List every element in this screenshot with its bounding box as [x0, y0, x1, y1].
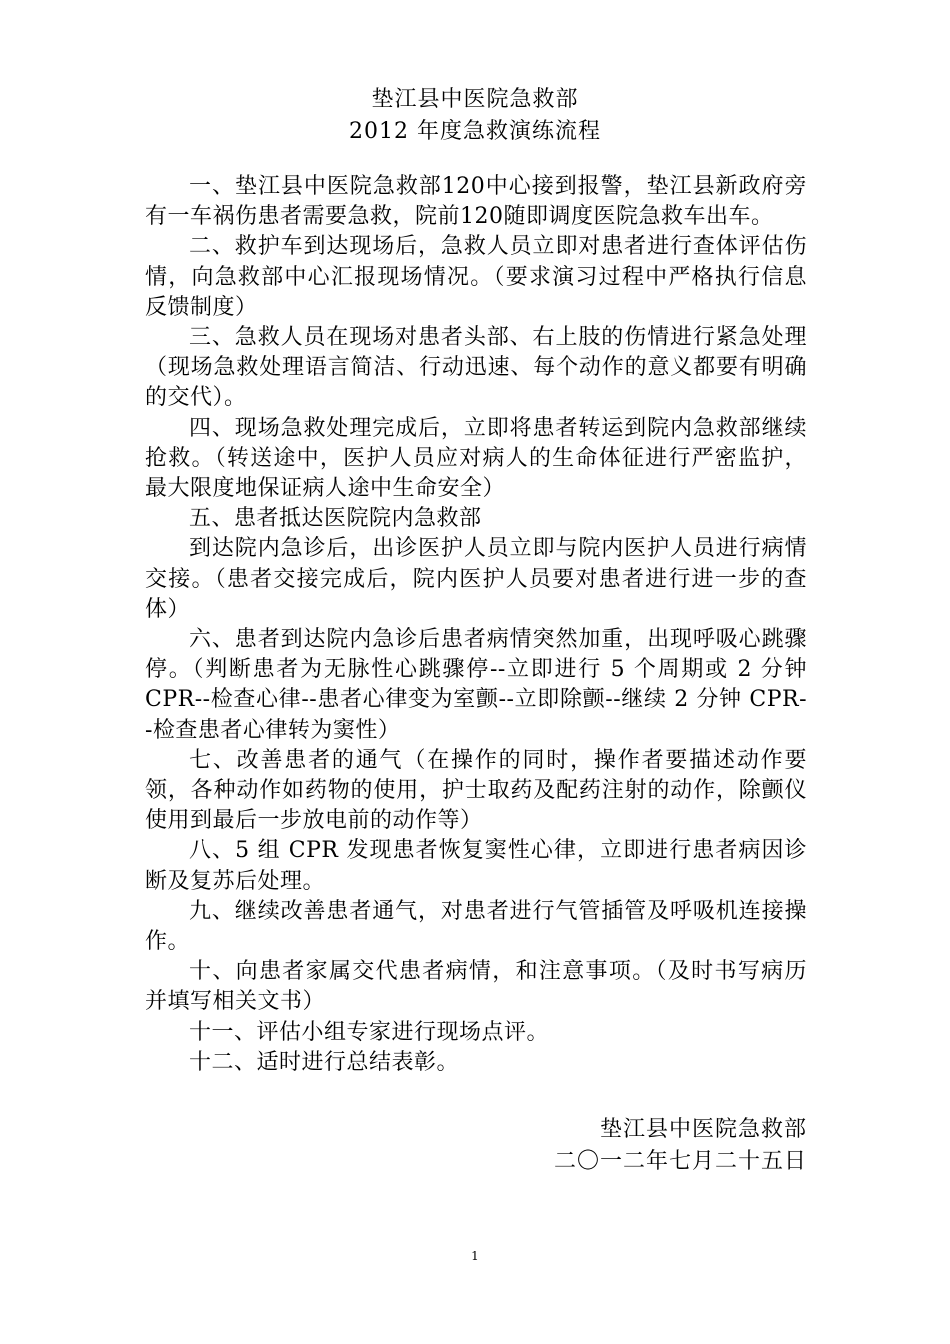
paragraph-step-6: 六、患者到达院内急诊后患者病情突然加重，出现呼吸心跳骤停。（判断患者为无脉性心跳骤停--立即进行 5 个周期或 2 分钟 CPR--检查心律--患者心律变为室颤--立即除颤--继续 2 分钟 CPR--检查患者心律转为窦性） [145, 627, 807, 743]
signature-date: 二〇一二年七月二十五日 [553, 1149, 807, 1174]
paragraph-step-8: 八、5 组 CPR 发现患者恢复窦性心律，立即进行患者病因诊断及复苏后处理。 [145, 838, 807, 894]
paragraph-step-4: 四、现场急救处理完成后，立即将患者转运到院内急救部继续抢救。（转送途中，医护人员应对病人的生命体征进行严密监护，最大限度地保证病人途中生命安全） [145, 415, 807, 502]
title-line-subject: 2012 年度急救演练流程 [349, 119, 601, 144]
paragraph-step-11: 十一、评估小组专家进行现场点评。 [189, 1019, 550, 1045]
paragraph-step-10: 十、向患者家属交代患者病情，和注意事项。（及时书写病历并填写相关文书） [145, 959, 807, 1015]
paragraph-step-12: 十二、适时进行总结表彰。 [189, 1049, 460, 1075]
paragraph-step-9: 九、继续改善患者通气，对患者进行气管插管及呼吸机连接操作。 [145, 898, 807, 955]
paragraph-step-2: 二、救护车到达现场后，急救人员立即对患者进行查体评估伤情，向急救部中心汇报现场情况。（要求演习过程中严格执行信息反馈制度） [145, 234, 807, 320]
signature-block [554, 1114, 807, 1178]
signature-organization: 垫江县中医院急救部 [599, 1117, 807, 1142]
document-body [145, 172, 807, 1078]
paragraph-step-7: 七、改善患者的通气（在操作的同时，操作者要描述动作要领，各种动作如药物的使用，护士取药及配药注射的动作，除颤仪使用到最后一步放电前的动作等） [145, 747, 807, 834]
paragraph-step-1: 一、垫江县中医院急救部120中心接到报警，垫江县新政府旁有一车祸伤患者需要急救，院前120随即调度医院急救车出车。 [145, 174, 807, 230]
document-title [0, 84, 950, 148]
paragraph-step-3: 三、急救人员在现场对患者头部、右上肢的伤情进行紧急处理（现场急救处理语言简洁、行动迅速、每个动作的意义都要有明确的交代）。 [145, 325, 807, 411]
page-number: 1 [471, 1249, 479, 1263]
paragraph-step-5: 五、患者抵达医院院内急救部 [189, 506, 482, 532]
title-line-organization: 垫江县中医院急救部 [371, 87, 579, 112]
paragraph-step-5-detail: 到达院内急诊后，出诊医护人员立即与院内医护人员进行病情交接。（患者交接完成后，院内医护人员要对患者进行进一步的查体） [145, 536, 807, 622]
